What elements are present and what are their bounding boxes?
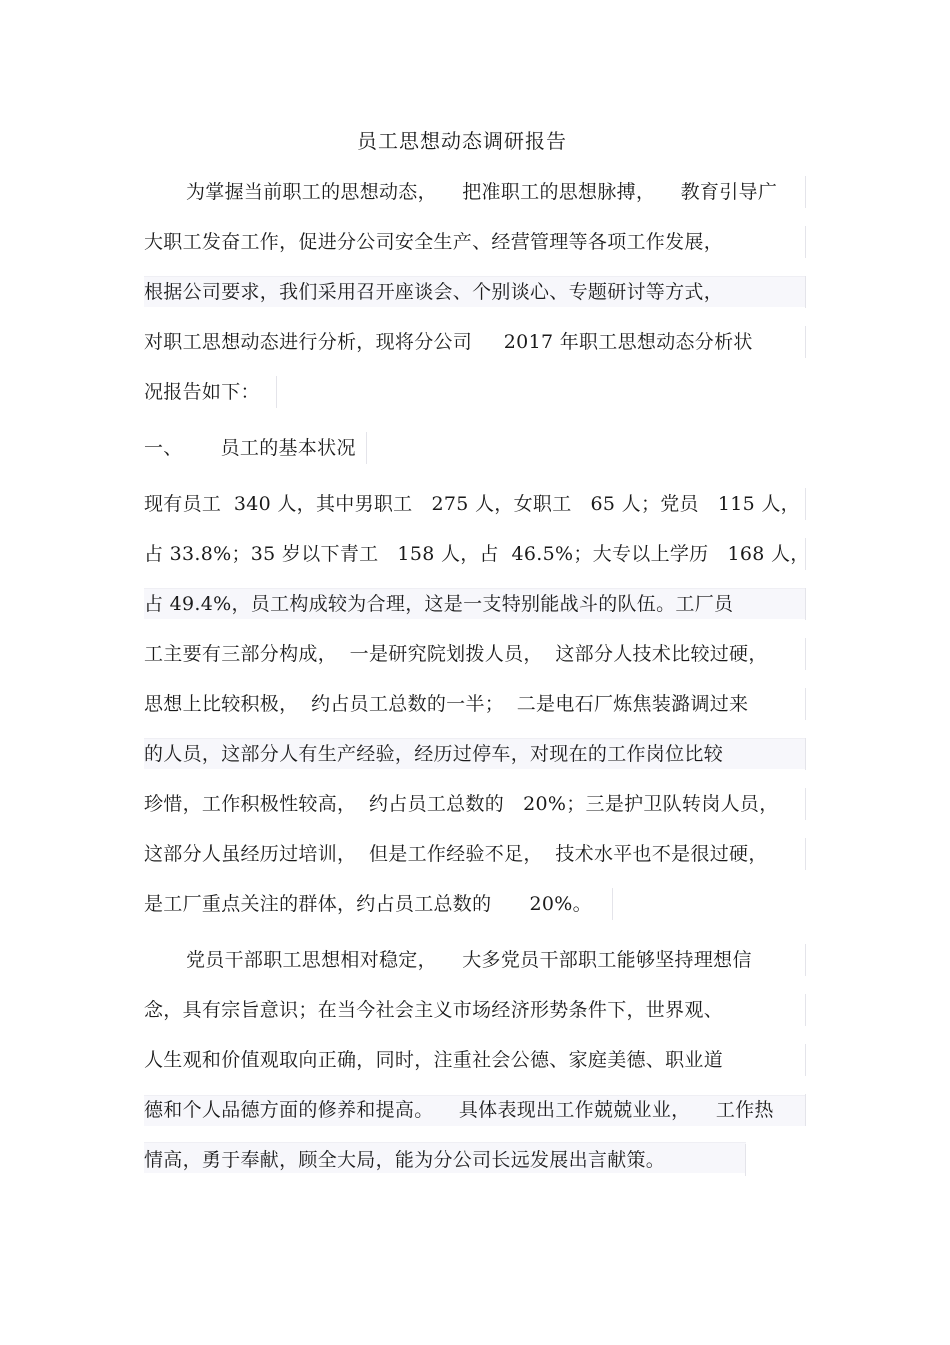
scan-rule: [805, 1094, 806, 1126]
paragraph-line: 根据公司要求，我们采用召开座谈会、个别谈心、专题研讨等方式，: [144, 281, 724, 303]
scan-rule: [805, 226, 806, 258]
scan-rule: [805, 488, 806, 520]
paragraph-line: 党员干部职工思想相对稳定， 大多党员干部职工能够坚持理想信: [186, 949, 752, 971]
scan-rule: [805, 1044, 806, 1076]
paragraph-line: 现有员工 340 人，其中男职工 275 人，女职工 65 人；党员 115 人，: [144, 493, 800, 515]
scan-rule: [805, 688, 806, 720]
paragraph-line: 思想上比较积极， 约占员工总数的一半； 二是电石厂炼焦装潞调过来: [144, 693, 749, 715]
scan-rule: [805, 588, 806, 620]
paragraph-line: 人生观和价值观取向正确，同时，注重社会公德、家庭美德、职业道: [144, 1049, 724, 1071]
scan-rule: [805, 176, 806, 208]
scan-rule: [805, 944, 806, 976]
paragraph-line: 占 33.8%；35 岁以下青工 158 人，占 46.5%；大专以上学历 168 人，: [144, 543, 810, 565]
scan-rule: [805, 788, 806, 820]
paragraph-line: 是工厂重点关注的群体，约占员工总数的 20%。: [144, 893, 592, 915]
scan-rule: [805, 738, 806, 770]
scan-rule: [745, 1144, 746, 1176]
paragraph-line: 况报告如下：: [144, 381, 260, 403]
scan-rule: [805, 638, 806, 670]
scan-rule: [366, 432, 367, 464]
paragraph-line: 的人员，这部分人有生产经验，经历过停车，对现在的工作岗位比较: [144, 743, 724, 765]
paragraph-line: 为掌握当前职工的思想动态， 把准职工的思想脉搏， 教育引导广: [186, 181, 778, 203]
paragraph-line: 工主要有三部分构成， 一是研究院划拨人员， 这部分人技术比较过硬，: [144, 643, 768, 665]
paragraph-line: 念，具有宗旨意识；在当今社会主义市场经济形势条件下，世界观、: [144, 999, 724, 1021]
paragraph-line: 对职工思想动态进行分析，现将分公司 2017 年职工思想动态分析状: [144, 331, 753, 353]
scan-rule: [612, 888, 613, 920]
paragraph-line: 情高，勇于奉献，顾全大局，能为分公司长远发展出言献策。: [144, 1149, 666, 1171]
paragraph-line: 大职工发奋工作，促进分公司安全生产、经营管理等各项工作发展，: [144, 231, 724, 253]
section-heading: 一、 员工的基本状况: [144, 437, 356, 459]
paragraph-line: 德和个人品德方面的修养和提高。 具体表现出工作兢兢业业， 工作热: [144, 1099, 774, 1121]
scan-rule: [805, 326, 806, 358]
scan-rule: [805, 276, 806, 308]
paragraph-line: 珍惜，工作积极性较高， 约占员工总数的 20%；三是护卫队转岗人员，: [144, 793, 779, 815]
scan-rule: [805, 994, 806, 1026]
scan-rule: [276, 376, 277, 408]
scan-rule: [805, 838, 806, 870]
paragraph-line: 这部分人虽经历过培训， 但是工作经验不足， 技术水平也不是很过硬，: [144, 843, 768, 865]
document-title: 员工思想动态调研报告: [357, 129, 567, 153]
paragraph-line: 占 49.4%，员工构成较为合理，这是一支特别能战斗的队伍。工厂员: [144, 593, 734, 615]
